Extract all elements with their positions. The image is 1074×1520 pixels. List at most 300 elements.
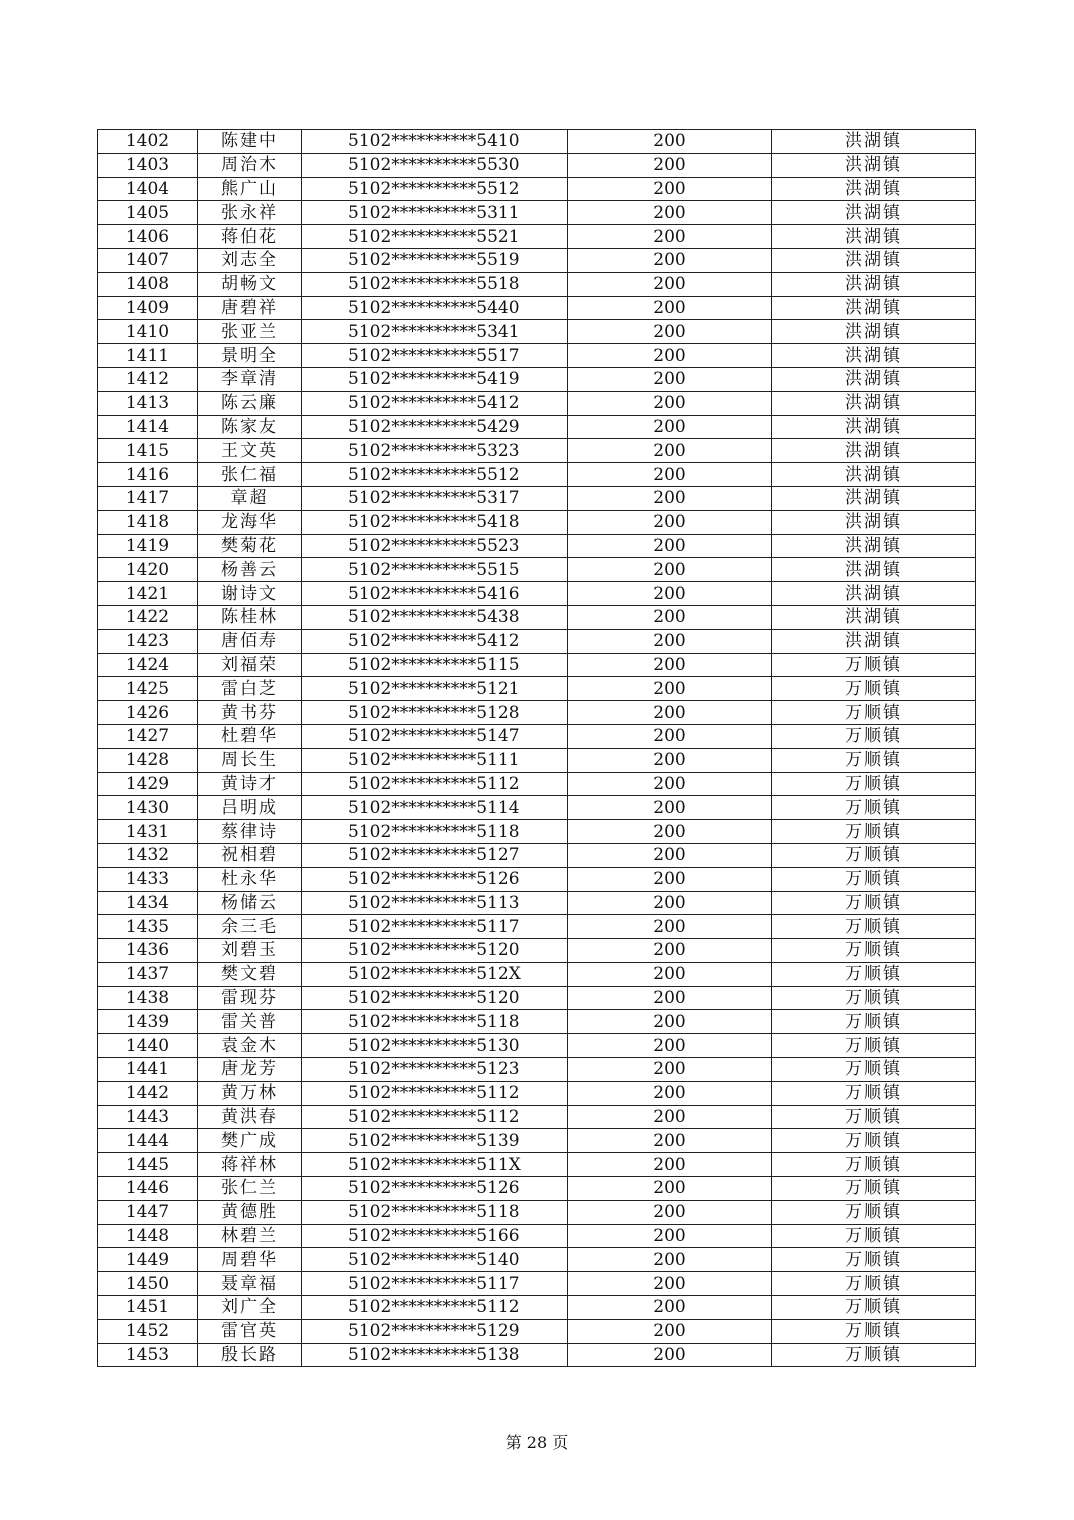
name-cell: 张亚兰 <box>198 320 302 344</box>
table-row <box>98 391 976 415</box>
name-cell: 樊菊花 <box>198 534 302 558</box>
row-number-cell: 1421 <box>98 582 198 606</box>
id-number-cell: 5102**********5410 <box>302 130 568 154</box>
row-number-cell: 1451 <box>98 1296 198 1320</box>
name-cell: 蒋祥林 <box>198 1153 302 1177</box>
row-number-cell: 1442 <box>98 1081 198 1105</box>
amount-cell: 200 <box>568 915 772 939</box>
town-cell: 万顺镇 <box>772 867 976 891</box>
name-cell: 黄书芬 <box>198 701 302 725</box>
id-number-cell: 5102**********5130 <box>302 1034 568 1058</box>
amount-cell: 200 <box>568 1224 772 1248</box>
row-number-cell: 1435 <box>98 915 198 939</box>
id-number-cell: 5102**********5521 <box>302 225 568 249</box>
amount-cell: 200 <box>568 510 772 534</box>
amount-cell: 200 <box>568 677 772 701</box>
amount-cell: 200 <box>568 605 772 629</box>
town-cell: 洪湖镇 <box>772 558 976 582</box>
amount-cell: 200 <box>568 439 772 463</box>
amount-cell: 200 <box>568 225 772 249</box>
name-cell: 杨储云 <box>198 891 302 915</box>
row-number-cell: 1437 <box>98 962 198 986</box>
row-number-cell: 1429 <box>98 772 198 796</box>
row-number-cell: 1447 <box>98 1200 198 1224</box>
id-number-cell: 5102**********5341 <box>302 320 568 344</box>
table-row <box>98 843 976 867</box>
town-cell: 万顺镇 <box>772 748 976 772</box>
row-number-cell: 1402 <box>98 130 198 154</box>
amount-cell: 200 <box>568 820 772 844</box>
table-row <box>98 344 976 368</box>
town-cell: 万顺镇 <box>772 653 976 677</box>
row-number-cell: 1411 <box>98 344 198 368</box>
town-cell: 万顺镇 <box>772 1081 976 1105</box>
table-row <box>98 582 976 606</box>
amount-cell: 200 <box>568 1034 772 1058</box>
amount-cell: 200 <box>568 1343 772 1367</box>
table-row <box>98 1319 976 1343</box>
town-cell: 洪湖镇 <box>772 463 976 487</box>
name-cell: 黄诗才 <box>198 772 302 796</box>
table-row <box>98 510 976 534</box>
id-number-cell: 5102**********5112 <box>302 1296 568 1320</box>
town-cell: 万顺镇 <box>772 820 976 844</box>
name-cell: 刘志全 <box>198 248 302 272</box>
town-cell: 万顺镇 <box>772 1010 976 1034</box>
amount-cell: 200 <box>568 724 772 748</box>
table-row <box>98 272 976 296</box>
name-cell: 景明全 <box>198 344 302 368</box>
town-cell: 万顺镇 <box>772 1296 976 1320</box>
id-number-cell: 5102**********5323 <box>302 439 568 463</box>
table-row <box>98 1034 976 1058</box>
amount-cell: 200 <box>568 1105 772 1129</box>
amount-cell: 200 <box>568 653 772 677</box>
town-cell: 洪湖镇 <box>772 582 976 606</box>
id-number-cell: 5102**********5530 <box>302 153 568 177</box>
id-number-cell: 5102**********5440 <box>302 296 568 320</box>
table-row <box>98 820 976 844</box>
name-cell: 张仁兰 <box>198 1177 302 1201</box>
table-row <box>98 1081 976 1105</box>
row-number-cell: 1426 <box>98 701 198 725</box>
id-number-cell: 5102**********5512 <box>302 177 568 201</box>
id-number-cell: 5102**********5114 <box>302 796 568 820</box>
name-cell: 刘福荣 <box>198 653 302 677</box>
name-cell: 龙海华 <box>198 510 302 534</box>
table-row <box>98 320 976 344</box>
table-row <box>98 1153 976 1177</box>
id-number-cell: 5102**********5518 <box>302 272 568 296</box>
amount-cell: 200 <box>568 367 772 391</box>
table-row <box>98 867 976 891</box>
row-number-cell: 1441 <box>98 1058 198 1082</box>
row-number-cell: 1445 <box>98 1153 198 1177</box>
id-number-cell: 5102**********5126 <box>302 1177 568 1201</box>
table-row <box>98 701 976 725</box>
row-number-cell: 1409 <box>98 296 198 320</box>
table-row <box>98 891 976 915</box>
town-cell: 洪湖镇 <box>772 177 976 201</box>
amount-cell: 200 <box>568 748 772 772</box>
name-cell: 雷现芬 <box>198 986 302 1010</box>
id-number-cell: 5102**********5438 <box>302 605 568 629</box>
town-cell: 万顺镇 <box>772 1272 976 1296</box>
table-row <box>98 177 976 201</box>
town-cell: 洪湖镇 <box>772 225 976 249</box>
row-number-cell: 1452 <box>98 1319 198 1343</box>
name-cell: 刘广全 <box>198 1296 302 1320</box>
table-row <box>98 1272 976 1296</box>
town-cell: 洪湖镇 <box>772 201 976 225</box>
town-cell: 万顺镇 <box>772 1224 976 1248</box>
town-cell: 洪湖镇 <box>772 367 976 391</box>
table-row <box>98 1058 976 1082</box>
row-number-cell: 1406 <box>98 225 198 249</box>
id-number-cell: 5102**********5112 <box>302 1105 568 1129</box>
name-cell: 唐龙芳 <box>198 1058 302 1082</box>
table-row <box>98 629 976 653</box>
amount-cell: 200 <box>568 558 772 582</box>
town-cell: 洪湖镇 <box>772 130 976 154</box>
amount-cell: 200 <box>568 962 772 986</box>
id-number-cell: 5102**********5115 <box>302 653 568 677</box>
id-number-cell: 5102**********5416 <box>302 582 568 606</box>
name-cell: 蔡律诗 <box>198 820 302 844</box>
amount-cell: 200 <box>568 153 772 177</box>
id-number-cell: 5102**********5515 <box>302 558 568 582</box>
name-cell: 唐碧祥 <box>198 296 302 320</box>
table-row <box>98 772 976 796</box>
row-number-cell: 1415 <box>98 439 198 463</box>
town-cell: 万顺镇 <box>772 1248 976 1272</box>
town-cell: 洪湖镇 <box>772 534 976 558</box>
id-number-cell: 5102**********5127 <box>302 843 568 867</box>
town-cell: 洪湖镇 <box>772 629 976 653</box>
id-number-cell: 5102**********5140 <box>302 1248 568 1272</box>
town-cell: 万顺镇 <box>772 915 976 939</box>
amount-cell: 200 <box>568 701 772 725</box>
town-cell: 万顺镇 <box>772 962 976 986</box>
amount-cell: 200 <box>568 1296 772 1320</box>
amount-cell: 200 <box>568 1010 772 1034</box>
table-row <box>98 153 976 177</box>
amount-cell: 200 <box>568 1248 772 1272</box>
row-number-cell: 1410 <box>98 320 198 344</box>
amount-cell: 200 <box>568 843 772 867</box>
row-number-cell: 1427 <box>98 724 198 748</box>
town-cell: 万顺镇 <box>772 1058 976 1082</box>
name-cell: 黄德胜 <box>198 1200 302 1224</box>
row-number-cell: 1422 <box>98 605 198 629</box>
town-cell: 万顺镇 <box>772 1343 976 1367</box>
row-number-cell: 1444 <box>98 1129 198 1153</box>
amount-cell: 200 <box>568 1153 772 1177</box>
id-number-cell: 5102**********5118 <box>302 1010 568 1034</box>
id-number-cell: 5102**********5139 <box>302 1129 568 1153</box>
row-number-cell: 1420 <box>98 558 198 582</box>
row-number-cell: 1453 <box>98 1343 198 1367</box>
row-number-cell: 1412 <box>98 367 198 391</box>
town-cell: 万顺镇 <box>772 939 976 963</box>
id-number-cell: 5102**********5512 <box>302 463 568 487</box>
table-row <box>98 486 976 510</box>
table-row <box>98 534 976 558</box>
name-cell: 林碧兰 <box>198 1224 302 1248</box>
table-row <box>98 677 976 701</box>
name-cell: 祝相碧 <box>198 843 302 867</box>
town-cell: 洪湖镇 <box>772 605 976 629</box>
amount-cell: 200 <box>568 177 772 201</box>
name-cell: 袁金木 <box>198 1034 302 1058</box>
row-number-cell: 1417 <box>98 486 198 510</box>
row-number-cell: 1438 <box>98 986 198 1010</box>
table-row <box>98 439 976 463</box>
row-number-cell: 1414 <box>98 415 198 439</box>
amount-cell: 200 <box>568 415 772 439</box>
page-number: 第 28 页 <box>505 1433 569 1452</box>
amount-cell: 200 <box>568 320 772 344</box>
town-cell: 洪湖镇 <box>772 510 976 534</box>
name-cell: 黄万林 <box>198 1081 302 1105</box>
amount-cell: 200 <box>568 867 772 891</box>
id-number-cell: 5102**********5311 <box>302 201 568 225</box>
amount-cell: 200 <box>568 629 772 653</box>
name-cell: 黄洪春 <box>198 1105 302 1129</box>
amount-cell: 200 <box>568 582 772 606</box>
town-cell: 万顺镇 <box>772 1129 976 1153</box>
row-number-cell: 1413 <box>98 391 198 415</box>
id-number-cell: 5102**********5117 <box>302 1272 568 1296</box>
id-number-cell: 5102**********5147 <box>302 724 568 748</box>
id-number-cell: 5102**********5418 <box>302 510 568 534</box>
name-cell: 雷白芝 <box>198 677 302 701</box>
row-number-cell: 1448 <box>98 1224 198 1248</box>
row-number-cell: 1405 <box>98 201 198 225</box>
table-row <box>98 748 976 772</box>
table-row <box>98 201 976 225</box>
row-number-cell: 1416 <box>98 463 198 487</box>
row-number-cell: 1425 <box>98 677 198 701</box>
name-cell: 周治木 <box>198 153 302 177</box>
row-number-cell: 1449 <box>98 1248 198 1272</box>
amount-cell: 200 <box>568 939 772 963</box>
name-cell: 周碧华 <box>198 1248 302 1272</box>
table-row <box>98 1248 976 1272</box>
name-cell: 陈建中 <box>198 130 302 154</box>
row-number-cell: 1407 <box>98 248 198 272</box>
town-cell: 洪湖镇 <box>772 344 976 368</box>
table-row <box>98 1296 976 1320</box>
town-cell: 洪湖镇 <box>772 153 976 177</box>
id-number-cell: 5102**********5129 <box>302 1319 568 1343</box>
town-cell: 万顺镇 <box>772 843 976 867</box>
name-cell: 周长生 <box>198 748 302 772</box>
town-cell: 洪湖镇 <box>772 391 976 415</box>
id-number-cell: 5102**********5412 <box>302 629 568 653</box>
town-cell: 万顺镇 <box>772 1034 976 1058</box>
id-number-cell: 5102**********5517 <box>302 344 568 368</box>
amount-cell: 200 <box>568 1200 772 1224</box>
id-number-cell: 5102**********5118 <box>302 1200 568 1224</box>
town-cell: 万顺镇 <box>772 677 976 701</box>
table-row <box>98 1105 976 1129</box>
amount-cell: 200 <box>568 272 772 296</box>
row-number-cell: 1403 <box>98 153 198 177</box>
name-cell: 谢诗文 <box>198 582 302 606</box>
name-cell: 殷长路 <box>198 1343 302 1367</box>
id-number-cell: 5102**********5120 <box>302 939 568 963</box>
recipient-table <box>97 129 976 1367</box>
id-number-cell: 5102**********5123 <box>302 1058 568 1082</box>
id-number-cell: 5102**********5138 <box>302 1343 568 1367</box>
town-cell: 万顺镇 <box>772 1153 976 1177</box>
name-cell: 陈家友 <box>198 415 302 439</box>
row-number-cell: 1404 <box>98 177 198 201</box>
amount-cell: 200 <box>568 796 772 820</box>
row-number-cell: 1431 <box>98 820 198 844</box>
name-cell: 杨善云 <box>198 558 302 582</box>
name-cell: 张仁福 <box>198 463 302 487</box>
name-cell: 樊文碧 <box>198 962 302 986</box>
row-number-cell: 1446 <box>98 1177 198 1201</box>
town-cell: 万顺镇 <box>772 724 976 748</box>
amount-cell: 200 <box>568 296 772 320</box>
table-row <box>98 605 976 629</box>
amount-cell: 200 <box>568 201 772 225</box>
amount-cell: 200 <box>568 534 772 558</box>
table-row <box>98 130 976 154</box>
name-cell: 熊广山 <box>198 177 302 201</box>
name-cell: 雷官英 <box>198 1319 302 1343</box>
table-row <box>98 915 976 939</box>
table-row <box>98 962 976 986</box>
amount-cell: 200 <box>568 486 772 510</box>
amount-cell: 200 <box>568 391 772 415</box>
town-cell: 万顺镇 <box>772 891 976 915</box>
amount-cell: 200 <box>568 1129 772 1153</box>
table-row <box>98 225 976 249</box>
town-cell: 万顺镇 <box>772 701 976 725</box>
row-number-cell: 1443 <box>98 1105 198 1129</box>
table-row <box>98 653 976 677</box>
id-number-cell: 5102**********5128 <box>302 701 568 725</box>
town-cell: 万顺镇 <box>772 1200 976 1224</box>
town-cell: 万顺镇 <box>772 796 976 820</box>
row-number-cell: 1428 <box>98 748 198 772</box>
id-number-cell: 5102**********511X <box>302 1153 568 1177</box>
id-number-cell: 5102**********5112 <box>302 1081 568 1105</box>
id-number-cell: 5102**********5523 <box>302 534 568 558</box>
row-number-cell: 1440 <box>98 1034 198 1058</box>
id-number-cell: 5102**********5412 <box>302 391 568 415</box>
table-row <box>98 986 976 1010</box>
table-row <box>98 248 976 272</box>
name-cell: 陈桂林 <box>198 605 302 629</box>
town-cell: 洪湖镇 <box>772 439 976 463</box>
id-number-cell: 5102**********512X <box>302 962 568 986</box>
table-row <box>98 1010 976 1034</box>
name-cell: 李章清 <box>198 367 302 391</box>
table-row <box>98 1224 976 1248</box>
row-number-cell: 1434 <box>98 891 198 915</box>
amount-cell: 200 <box>568 1058 772 1082</box>
row-number-cell: 1436 <box>98 939 198 963</box>
id-number-cell: 5102**********5117 <box>302 915 568 939</box>
name-cell: 张永祥 <box>198 201 302 225</box>
town-cell: 洪湖镇 <box>772 486 976 510</box>
table-row <box>98 1200 976 1224</box>
town-cell: 洪湖镇 <box>772 320 976 344</box>
row-number-cell: 1430 <box>98 796 198 820</box>
id-number-cell: 5102**********5519 <box>302 248 568 272</box>
name-cell: 雷关普 <box>198 1010 302 1034</box>
table-row <box>98 296 976 320</box>
table-row <box>98 724 976 748</box>
amount-cell: 200 <box>568 986 772 1010</box>
name-cell: 胡畅文 <box>198 272 302 296</box>
town-cell: 洪湖镇 <box>772 296 976 320</box>
amount-cell: 200 <box>568 772 772 796</box>
town-cell: 洪湖镇 <box>772 415 976 439</box>
recipient-table-body <box>98 130 976 1367</box>
town-cell: 万顺镇 <box>772 1105 976 1129</box>
name-cell: 章超 <box>198 486 302 510</box>
id-number-cell: 5102**********5112 <box>302 772 568 796</box>
name-cell: 樊广成 <box>198 1129 302 1153</box>
table-row <box>98 558 976 582</box>
name-cell: 刘碧玉 <box>198 939 302 963</box>
town-cell: 洪湖镇 <box>772 272 976 296</box>
name-cell: 杜碧华 <box>198 724 302 748</box>
name-cell: 余三毛 <box>198 915 302 939</box>
id-number-cell: 5102**********5121 <box>302 677 568 701</box>
id-number-cell: 5102**********5419 <box>302 367 568 391</box>
table-row <box>98 1343 976 1367</box>
town-cell: 万顺镇 <box>772 986 976 1010</box>
row-number-cell: 1408 <box>98 272 198 296</box>
amount-cell: 200 <box>568 344 772 368</box>
table-row <box>98 415 976 439</box>
amount-cell: 200 <box>568 463 772 487</box>
row-number-cell: 1423 <box>98 629 198 653</box>
row-number-cell: 1419 <box>98 534 198 558</box>
amount-cell: 200 <box>568 1081 772 1105</box>
town-cell: 万顺镇 <box>772 772 976 796</box>
row-number-cell: 1432 <box>98 843 198 867</box>
id-number-cell: 5102**********5317 <box>302 486 568 510</box>
name-cell: 聂章福 <box>198 1272 302 1296</box>
amount-cell: 200 <box>568 1272 772 1296</box>
name-cell: 杜永华 <box>198 867 302 891</box>
amount-cell: 200 <box>568 130 772 154</box>
name-cell: 唐佰寿 <box>198 629 302 653</box>
id-number-cell: 5102**********5166 <box>302 1224 568 1248</box>
town-cell: 洪湖镇 <box>772 248 976 272</box>
row-number-cell: 1424 <box>98 653 198 677</box>
table-row <box>98 1129 976 1153</box>
id-number-cell: 5102**********5120 <box>302 986 568 1010</box>
table-row <box>98 463 976 487</box>
table-row <box>98 1177 976 1201</box>
name-cell: 王文英 <box>198 439 302 463</box>
id-number-cell: 5102**********5113 <box>302 891 568 915</box>
amount-cell: 200 <box>568 248 772 272</box>
town-cell: 万顺镇 <box>772 1177 976 1201</box>
town-cell: 万顺镇 <box>772 1319 976 1343</box>
name-cell: 蒋伯花 <box>198 225 302 249</box>
id-number-cell: 5102**********5429 <box>302 415 568 439</box>
